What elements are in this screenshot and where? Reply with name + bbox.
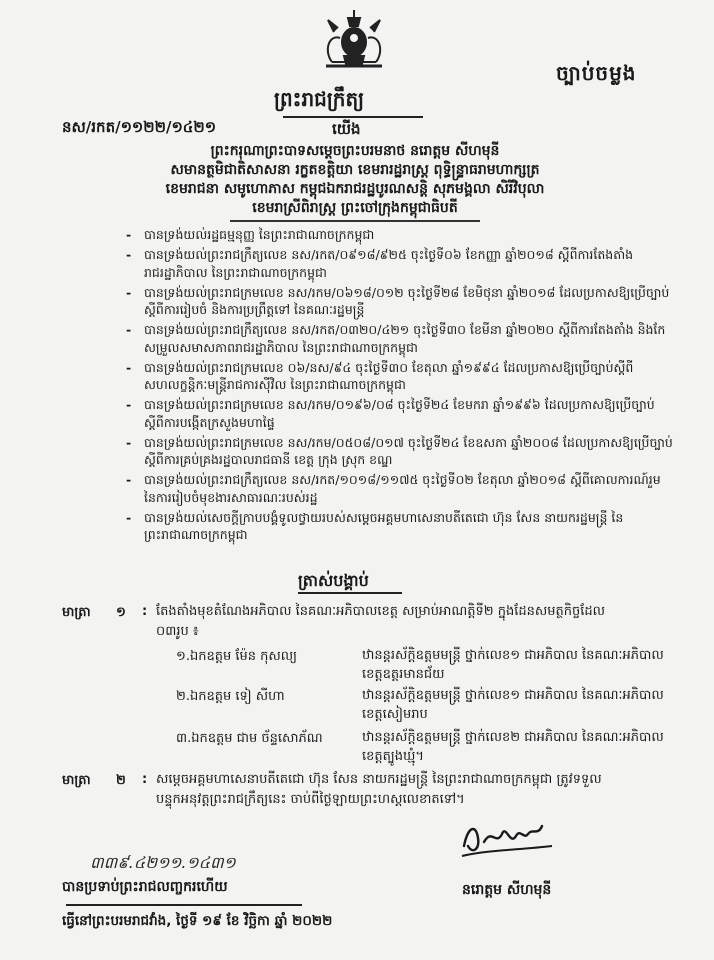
handwritten-date: ៣៣៩.៤២១១.១៤៣១ — [90, 853, 236, 872]
document-type-title: ព្រះរាជក្រឹត្យ — [274, 87, 365, 111]
consideration-item: - បានទ្រង់យល់ព្រះរាជក្រមលេខ នស/រកម/០៥០៨/០១៧ ចុះថ្ងៃទី២៤ ខែឧសភា ឆ្នាំ២០០៨ ដែលប្រកាសឱ្យប្រើច្បាប់ ស្តីពីការគ្រប់គ្រងរដ្ឋបាលរាជធានី ខេត្ត ក្រុង ស្រុក ខណ្ឌ — [124, 434, 684, 469]
titles-underline — [230, 220, 480, 222]
appointee-province: ខេត្តឧត្តរមានជ័យ — [362, 667, 445, 682]
considerations-list — [124, 226, 684, 546]
consideration-item: - បានទ្រង់យល់ព្រះរាជក្រឹត្យលេខ នស/រកត/០៩១៨/៩២៥ ចុះថ្ងៃទី០៦ ខែកញ្ញា ឆ្នាំ២០១៨ ស្តីពីការតែងតាំង រាជរដ្ឋាភិបាល នៃព្រះរាជាណាចក្រកម្ពុជា — [124, 246, 684, 281]
royal-titles — [40, 142, 670, 218]
royal-seal-certification: បានប្រទាប់ព្រះរាជលញ្ចករហើយ — [62, 879, 228, 895]
article-2-text: សម្តេចអគ្គមហាសេនាបតីតេជោ ហ៊ុន សែន នាយករដ្ឋមន្ត្រី នៃព្រះរាជាណាចក្រកម្ពុជា ត្រូវទទួល — [156, 772, 602, 787]
appointee-role: ឋានន្តរស័ក្តិឧត្តមមន្ត្រី ថ្នាក់លេខ១ ជាអភិបាល នៃគណៈអភិបាល — [362, 688, 664, 703]
royal-title-line: ខេមរាជនា សមូហោភាស កម្ពុជឯករាជរដ្ឋបូរណសន្តិ សុភមង្គលា សិរីវិបុលា — [165, 181, 545, 197]
consideration-item: - បានទ្រង់យល់សេចក្តីក្រាបបង្គំទូលថ្វាយរបស់សម្តេចអគ្គមហាសេនាបតីតេជោ ហ៊ុន សែន នាយករដ្ឋមន្ត្រី នៃ ព្រះរាជាណាចក្រកម្ពុជា — [124, 509, 684, 544]
decree-heading-underline — [298, 592, 402, 594]
reference-number: នស/រកត/១១២២/១៤២១ — [62, 118, 217, 136]
appointee-name: ២.ឯកឧត្តម ទៀ សីហា — [176, 689, 285, 704]
article-2-label: មាត្រា — [62, 773, 91, 788]
royal-title-line: សមានត្ថមិជាតិសាសនា រក្ខតខត្តិយា ខេមរារដ្ឋរាស្ត្រ ពុទ្ធិន្ទ្រាធរាមហាក្សត្រ — [170, 162, 540, 178]
appointee-province: ខេត្តត្បូងឃ្មុំ។ — [362, 749, 424, 764]
article-2-colon: : — [142, 772, 148, 787]
royal-signature-icon — [458, 816, 558, 860]
we-heading: យើង — [332, 120, 361, 138]
royal-title-line: ព្រះករុណាព្រះបាទសម្តេចព្រះបរមនាថ នរោត្តម សីហមុនី — [210, 143, 500, 159]
royal-coat-of-arms-icon — [318, 8, 390, 72]
article-1-number: ១ — [116, 605, 126, 620]
signer-name: នរោត្តម សីហមុនី — [462, 882, 552, 898]
consideration-item: - បានទ្រង់យល់រដ្ឋធម្មនុញ្ញ នៃព្រះរាជាណាចក្រកម្ពុជា — [124, 226, 684, 244]
consideration-item: - បានទ្រង់យល់ព្រះរាជក្រឹត្យលេខ នស/រកត/១០១៨/១១៧៥ ចុះថ្ងៃទី០២ ខែតុលា ឆ្នាំ២០១៨ ស្តីពីគោលការណ៍រួម នៃការរៀបចំមុខងារសាធារណៈរបស់រដ្ឋ — [124, 471, 684, 506]
decree-heading: ត្រាស់បង្គាប់ — [298, 571, 369, 590]
consideration-item: - បានទ្រង់យល់ព្រះរាជក្រមលេខ នស/រកម/០១៩៦/០៨ ចុះថ្ងៃទី២៤ ខែមករា ឆ្នាំ១៩៩៦ ដែលប្រកាសឱ្យប្រើច្បាប់ ស្តីពីការបង្កើតក្រសួងមហាផ្ទៃ — [124, 396, 684, 431]
consideration-item: - បានទ្រង់យល់ព្រះរាជក្រមលេខ នស/រកម/០៦១៨/០១២ ចុះថ្ងៃទី២៨ ខែមិថុនា ឆ្នាំ២០១៨ ដែលប្រកាសឱ្យប្រើច្បាប់ ស្តីពីការរៀបចំ និងការប្រព្រឹត្តទៅ នៃគណៈរដ្ឋមន្ត្រី — [124, 284, 684, 319]
appointee-name: ៣.ឯកឧត្តម ជាម ច័ន្ទសោភ័ណ — [176, 731, 323, 746]
article-1-text: តែងតាំងមុខតំណែងអភិបាល នៃគណៈអភិបាលខេត្ត សម្រាប់អាណត្តិទី២ ក្នុងដែនសមត្ថកិច្ចដែល — [156, 604, 606, 619]
title-underline — [283, 116, 423, 118]
certification-underline — [66, 904, 302, 906]
article-1-label: មាត្រា — [62, 605, 91, 620]
copy-stamp: ច្បាប់ចម្លង — [556, 61, 637, 85]
appointee-role: ឋានន្តរស័ក្តិឧត្តមមន្ត្រី ថ្នាក់លេខ២ ជាអភិបាល នៃគណៈអភិបាល — [362, 730, 664, 745]
article-2-text-cont: បន្ទុកអនុវត្តព្រះរាជក្រឹត្យនេះ ចាប់ពីថ្ងៃឡាយព្រះហស្តលេខាតទៅ។ — [156, 792, 465, 807]
article-2-number: ២ — [116, 773, 126, 788]
article-1-text-cont: ០៣រូប ៖ — [156, 624, 199, 639]
appointee-role: ឋានន្តរស័ក្តិឧត្តមមន្ត្រី ថ្នាក់លេខ១ ជាអភិបាល នៃគណៈអភិបាល — [362, 648, 664, 663]
consideration-item: - បានទ្រង់យល់ព្រះរាជក្រឹត្យលេខ នស/រកត/០៣២០/៤២១ ចុះថ្ងៃទី៣០ ខែមីនា ឆ្នាំ២០២០ ស្តីពីការតែងតាំង និងកែ សម្រួលសមាសភាពរាជរដ្ឋាភិបាល នៃព្រះរាជាណាចក្រកម្ពុជា — [124, 321, 684, 356]
appointee-province: ខេត្តសៀមរាប — [362, 707, 428, 722]
place-and-date: ធ្វើនៅព្រះបរមរាជវាំង, ថ្ងៃទី ១៩ ខែ វិច្ឆិកា ឆ្នាំ ២០២២ — [62, 913, 333, 929]
royal-title-line: ខេមរាស្រីពិរាស្ត្រ ព្រះចៅក្រុងកម្ពុជាធិបតី — [252, 200, 458, 216]
appointee-name: ១.ឯកឧត្តម ម៉ែន កុសល្យ — [176, 649, 298, 664]
article-1-colon: : — [142, 604, 148, 619]
consideration-item: - បានទ្រង់យល់ព្រះរាជក្រមលេខ ០៦/នស/៩៤ ចុះថ្ងៃទី៣០ ខែតុលា ឆ្នាំ១៩៩៤ ដែលប្រកាសឱ្យប្រើច្បាប់ស្តីពី សហលក្ខន្តិកៈមន្ត្រីរាជការស៊ីវិល នៃព្រះរាជាណាចក្រកម្ពុជា — [124, 359, 684, 394]
